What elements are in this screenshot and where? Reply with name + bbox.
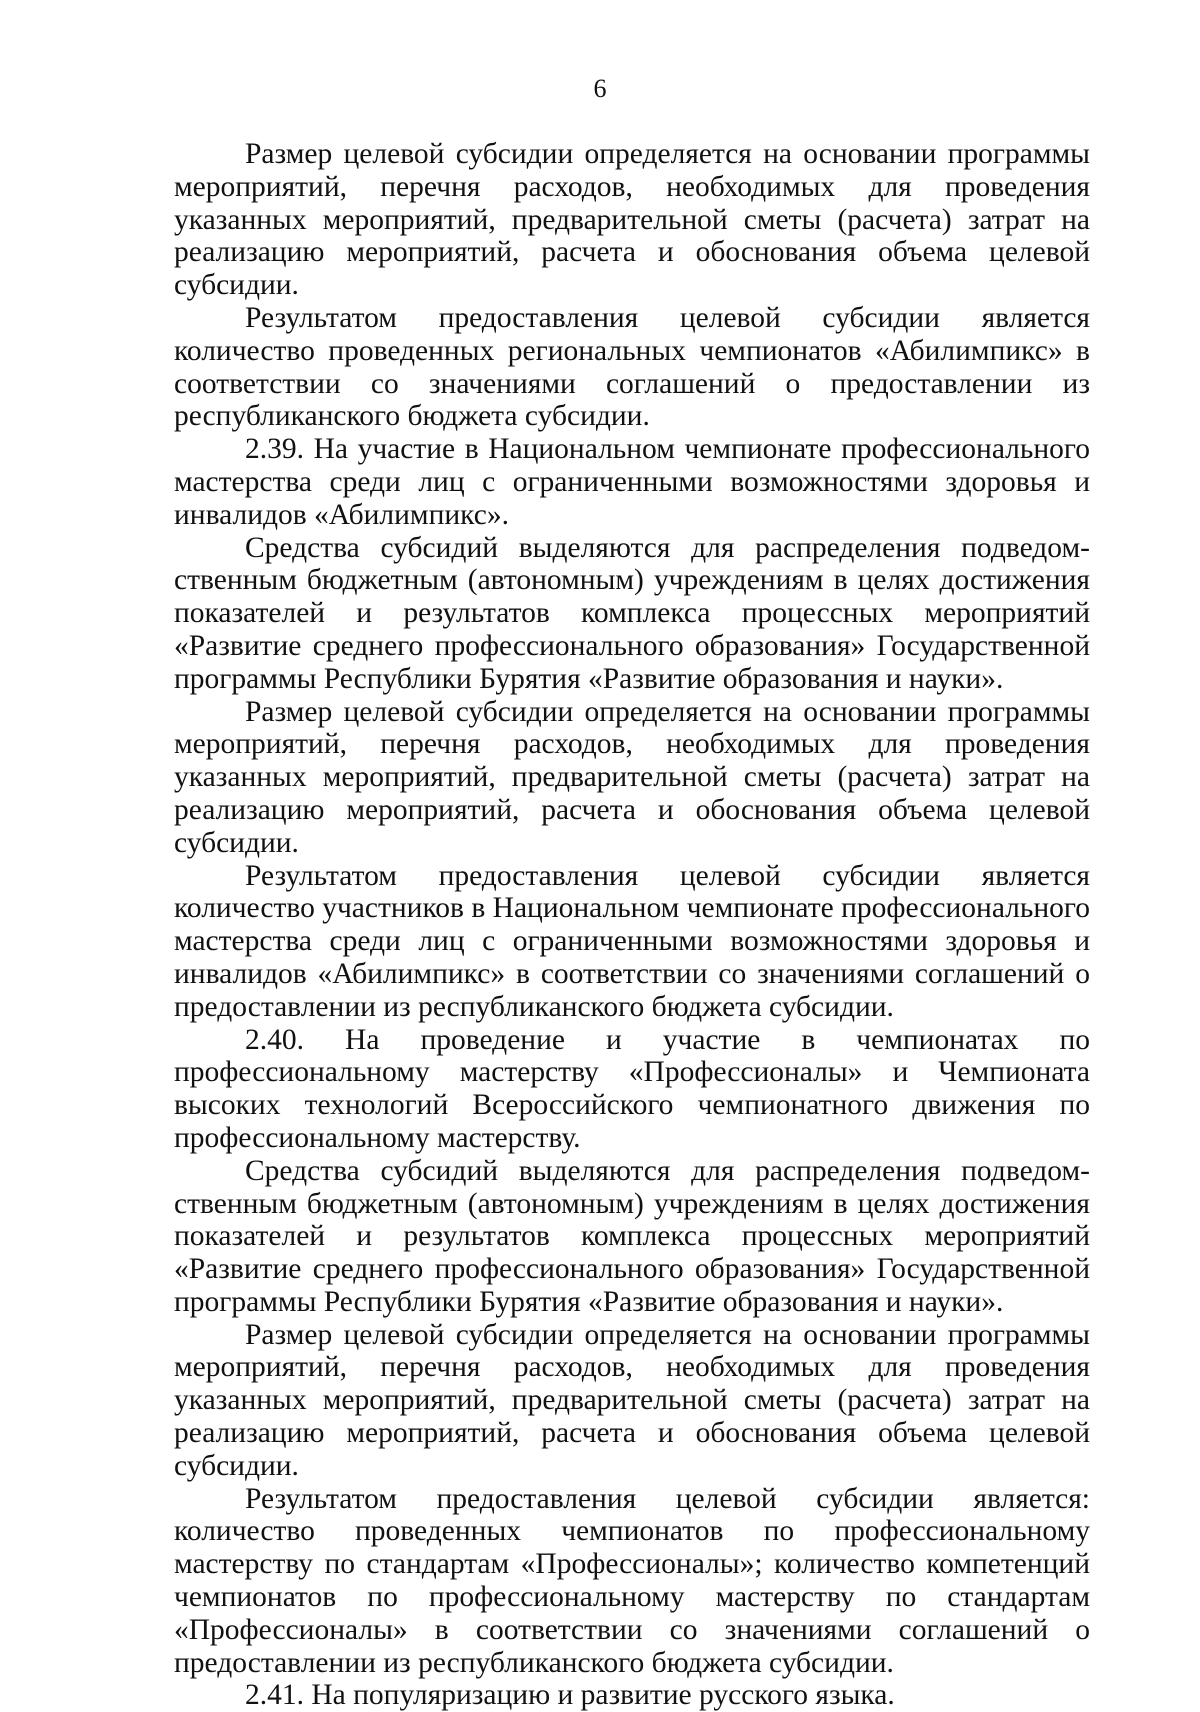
document-body [174, 138, 1090, 1712]
paragraph-target-subsidy-size: Размер целевой субсидии определяется на основании программы мероприятий, перечня расходов, необходимых для проведения указанных мероприятий, предварительной сметы (расчета) затрат на реализацию мероприятий, расчета и обоснования объема целевой субсидии. [174, 1318, 1090, 1482]
paragraph-target-subsidy-size: Размер целевой субсидии определяется на основании программы мероприятий, перечня расходов, необходимых для проведения указанных мероприятий, предварительной сметы (расчета) затрат на реализацию мероприятий, расчета и обоснования объема целевой субсидии. [174, 138, 1090, 302]
paragraph-subsidy-result: Результатом предоставления целевой субсидии является: количество проведенных чемпионатов по профессиональному мастерству по стандартам «Профессионалы»; количество компетенций чемпионатов по профессиональному мастерству по стандартам «Профессионалы» в соответствии со значениями соглашений о предоставлении из республиканского бюджета субсидии. [174, 1482, 1090, 1679]
paragraph-subsidy-result: Результатом предоставления целевой субсидии является количество проведенных региональных чемпионатов «Абилимпикс» в соответствии со значениями соглашений о предоставлении из республиканского бюджета субсидии. [174, 301, 1090, 433]
paragraph-subsidy-funds: Средства субсидий выделяются для распределения подведомственным бюджетным (автономным) учреждениям в целях достижения показателей и результатов комплекса процессных мероприятий «Развитие среднего профессионального образования» Государственной программы Республики Бурятия «Развитие образования и науки». [174, 1154, 1090, 1318]
section-2-41-heading: 2.41. На популяризацию и развитие русского языка. [245, 1679, 895, 1712]
paragraph-target-subsidy-size: Размер целевой субсидии определяется на основании программы мероприятий, перечня расходов, необходимых для проведения указанных мероприятий, предварительной сметы (расчета) затрат на реализацию мероприятий, расчета и обоснования объема целевой субсидии. [174, 695, 1090, 859]
section-2-40-heading: 2.40. На проведение и участие в чемпионатах по профессиональному мастерству «Профессионалы» и Чемпионата высоких технологий Всероссийского чемпионатного движения по профессиональному мастерству. [174, 1023, 1090, 1154]
page-number: 6 [593, 74, 607, 103]
paragraph-subsidy-result: Результатом предоставления целевой субсидии является количество участников в Национальном чемпионате профессионального мастерства среди лиц с ограниченными возможностями здоровья и инвалидов «Абилимпикс» в соответствии со значениями соглашений о предоставлении из республиканского бюджета субсидии. [174, 859, 1091, 1023]
section-2-39-heading: 2.39. На участие в Национальном чемпионате профессионального мастерства среди лиц с ограниченными возможностями здоровья и инвалидов «Абилимпикс». [174, 433, 1090, 531]
paragraph-subsidy-funds: Средства субсидий выделяются для распределения подведомственным бюджетным (автономным) учреждениям в целях достижения показателей и результатов комплекса процессных мероприятий «Развитие среднего профессионального образования» Государственной программы Республики Бурятия «Развитие образования и науки». [174, 531, 1090, 695]
